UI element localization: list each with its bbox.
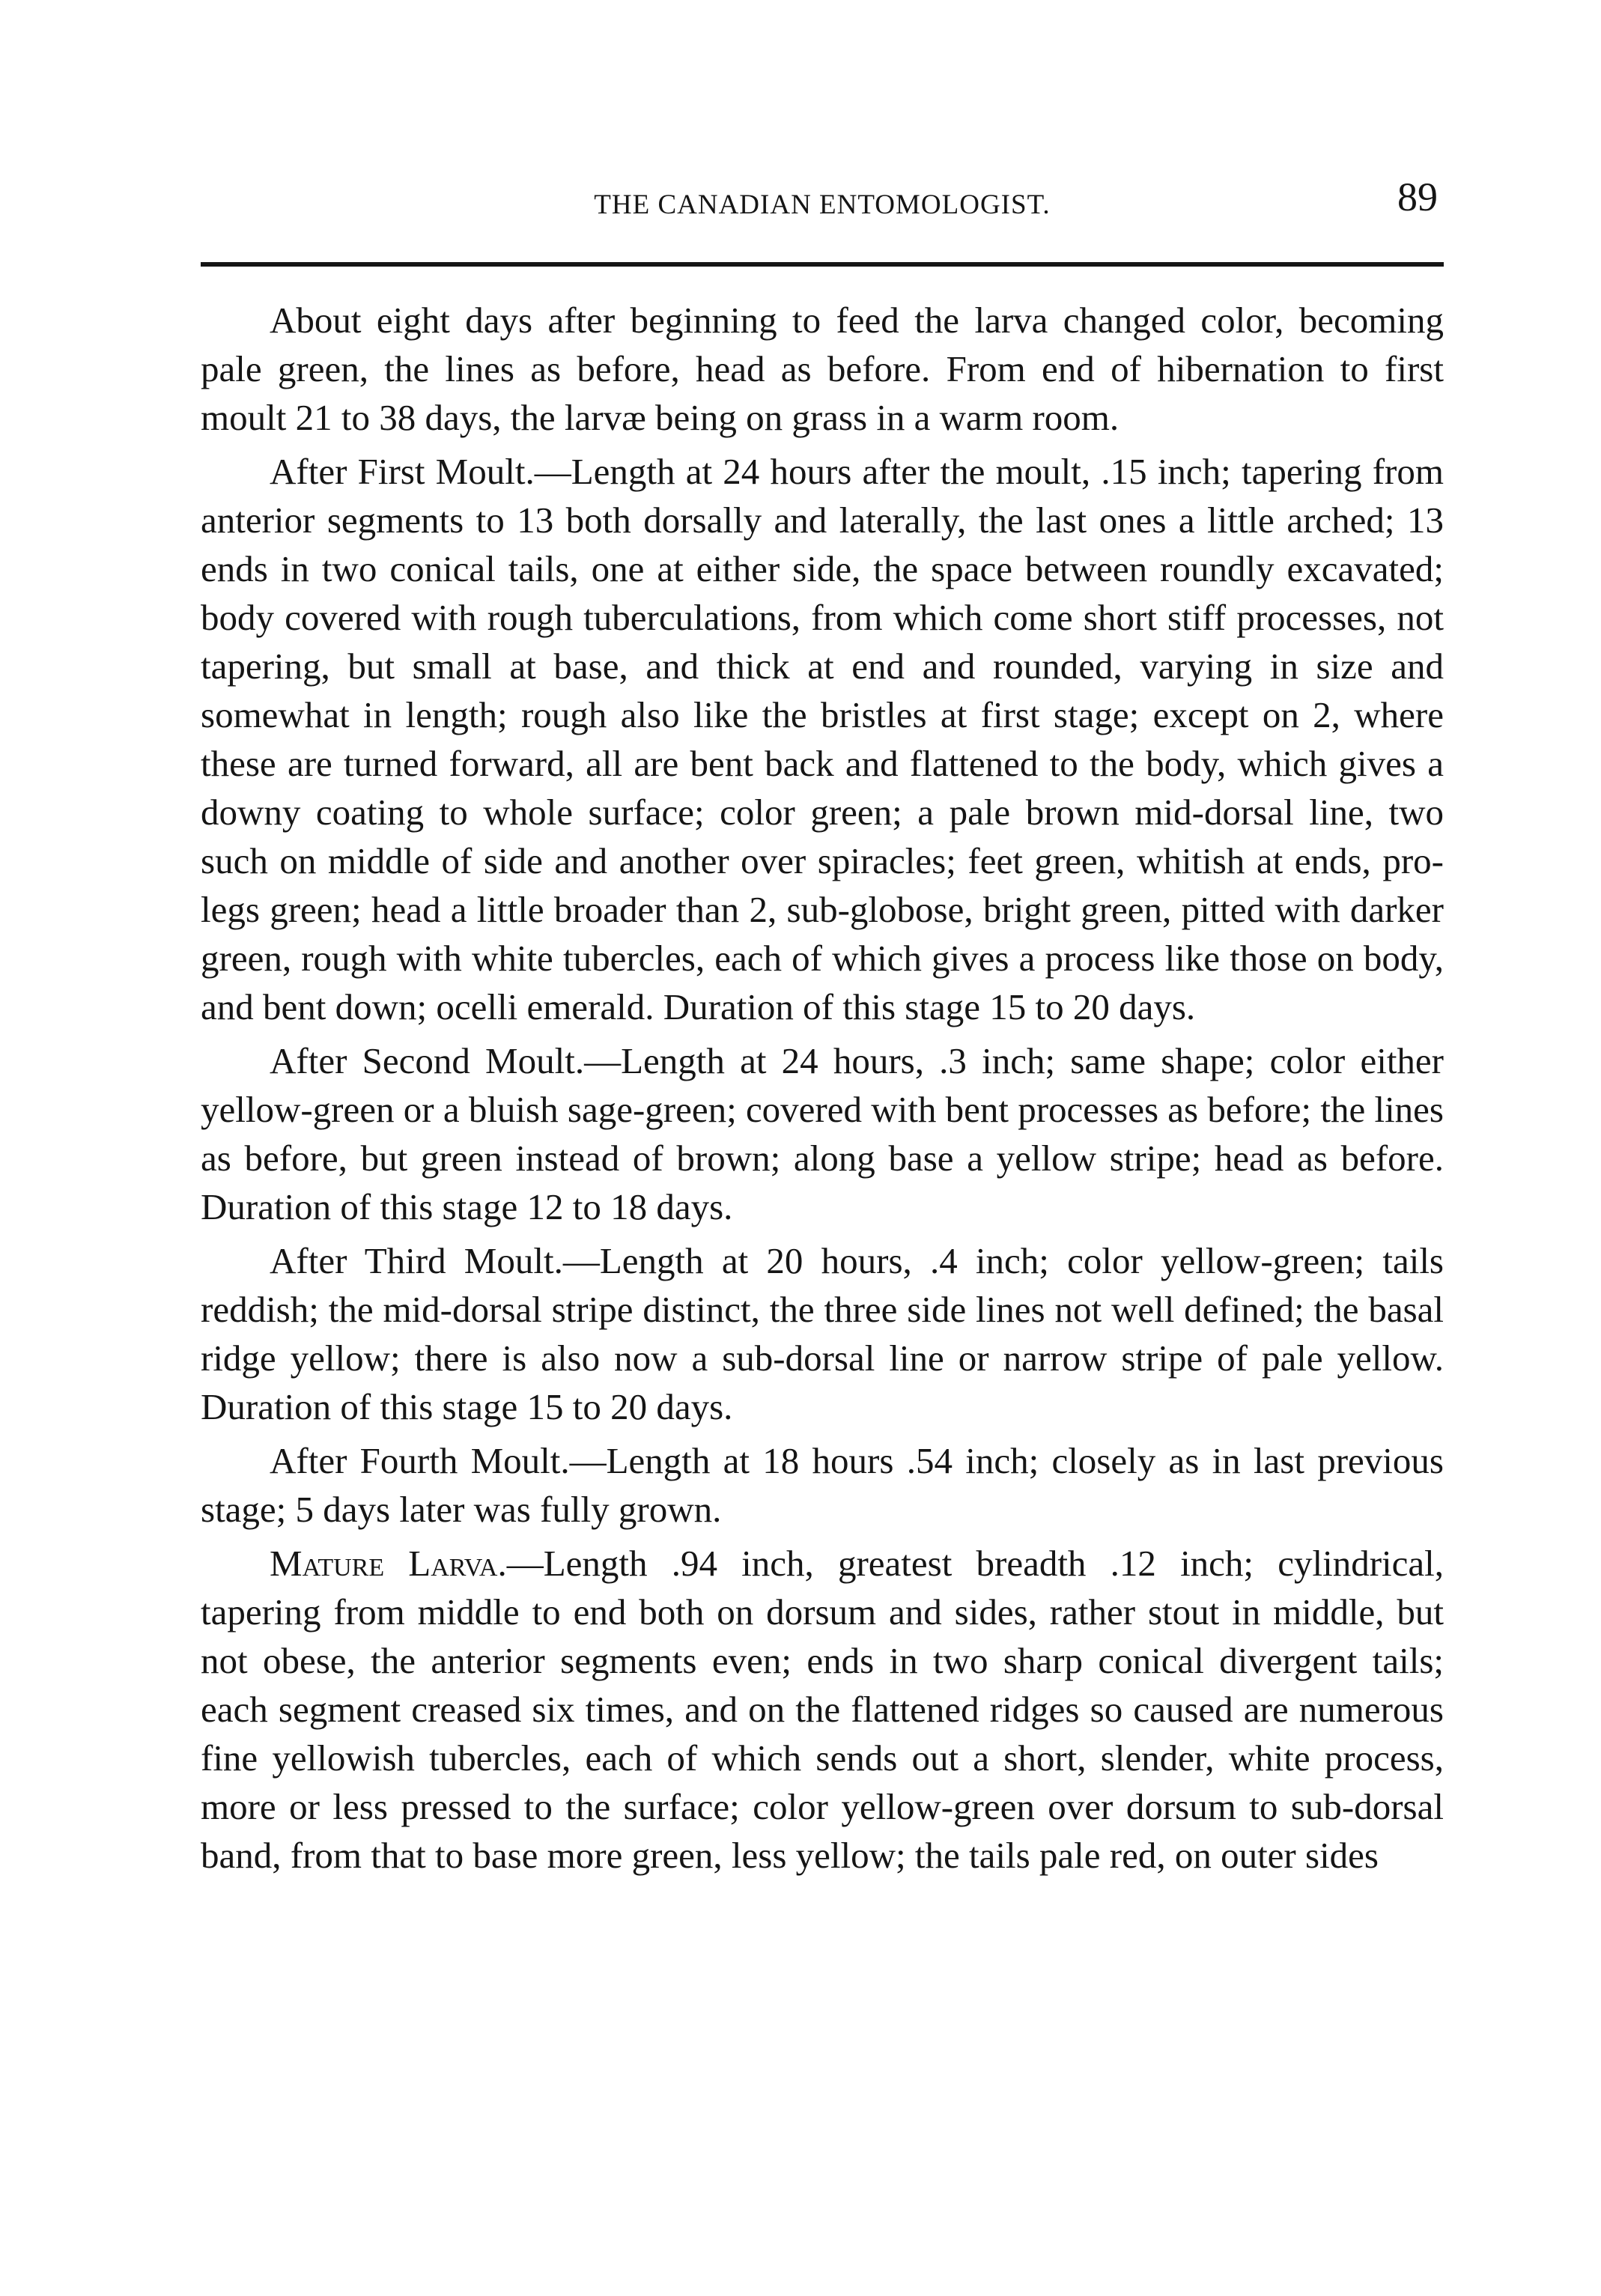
paragraph-mature-larva	[201, 1539, 1444, 1880]
page-header	[201, 174, 1444, 240]
body-text	[201, 296, 1444, 1885]
page-number: 89	[1397, 174, 1438, 219]
paragraph-text: About eight days after beginning to feed the larva changed color, becoming pale green, the lines as before, head as before. From end of hibernation to first moult 21 to 38 days, the larvæ being on grass in a warm room.	[201, 300, 1444, 438]
paragraph-second-moult	[201, 1036, 1444, 1231]
paragraph-first-moult	[201, 447, 1444, 1031]
running-title: THE CANADIAN ENTOMOLOGIST.	[594, 189, 1051, 220]
paragraph-text: —Length .94 inch, greatest breadth .12 inch; cylindrical, tapering from middle to end both on dorsum and sides, rather stout in middle, but not obese, the anterior segments even; ends in two sharp conical divergent tails; each segment creased six times, and on the flattened ridges so caused are numerous fine yellowish tubercles, each of which sends out a short, slender, white process, more or less pressed to the surface; color yellow-green over dorsum to sub-dorsal band, from that to base more green, less yellow; the tails pale red, on outer sides	[201, 1543, 1444, 1876]
paragraph-text: After First Moult.—Length at 24 hours after the moult, .15 inch; tapering from anterior segments to 13 both dorsally and laterally, the last ones a little arched; 13 ends in two conical tails, one at either side, the space between roundly excavated; body covered with rough tuberculations, from which come short stiff processes, not tapering, but small at base, and thick at end and rounded, varying in size and somewhat in length; rough also like the bristles at first stage; except on 2, where these are turned forward, all are bent back and flattened to the body, which gives a downy coating to whole surface; color green; a pale brown mid-dorsal line, two such on middle of side and another over spiracles; feet green, whitish at ends, pro-legs green; head a little broader than 2, sub-globose, bright green, pitted with darker green, rough with white tubercles, each of which gives a process like those on body, and bent down; ocelli emerald. Duration of this stage 15 to 20 days.	[201, 451, 1444, 1027]
paragraph-third-moult	[201, 1236, 1444, 1431]
paragraph-text: After Second Moult.—Length at 24 hours, .3 inch; same shape; color either yellow-green or a bluish sage-green; covered with bent processes as before; the lines as before, but green instead of brown; along base a yellow stripe; head as before. Duration of this stage 12 to 18 days.	[201, 1040, 1444, 1227]
paragraph-feeding	[201, 296, 1444, 442]
paragraph-text: After Third Moult.—Length at 20 hours, .4 inch; color yellow-green; tails reddish; the mid-dorsal stripe distinct, the three side lines not well defined; the basal ridge yellow; there is also now a sub-dorsal line or narrow stripe of pale yellow. Duration of this stage 15 to 20 days.	[201, 1240, 1444, 1427]
paragraph-fourth-moult	[201, 1436, 1444, 1534]
paragraph-lead: Mature Larva.	[270, 1543, 507, 1584]
paragraph-text: After Fourth Moult.—Length at 18 hours .54 inch; closely as in last previous stage; 5 days later was fully grown.	[201, 1440, 1444, 1530]
header-rule	[201, 262, 1444, 267]
